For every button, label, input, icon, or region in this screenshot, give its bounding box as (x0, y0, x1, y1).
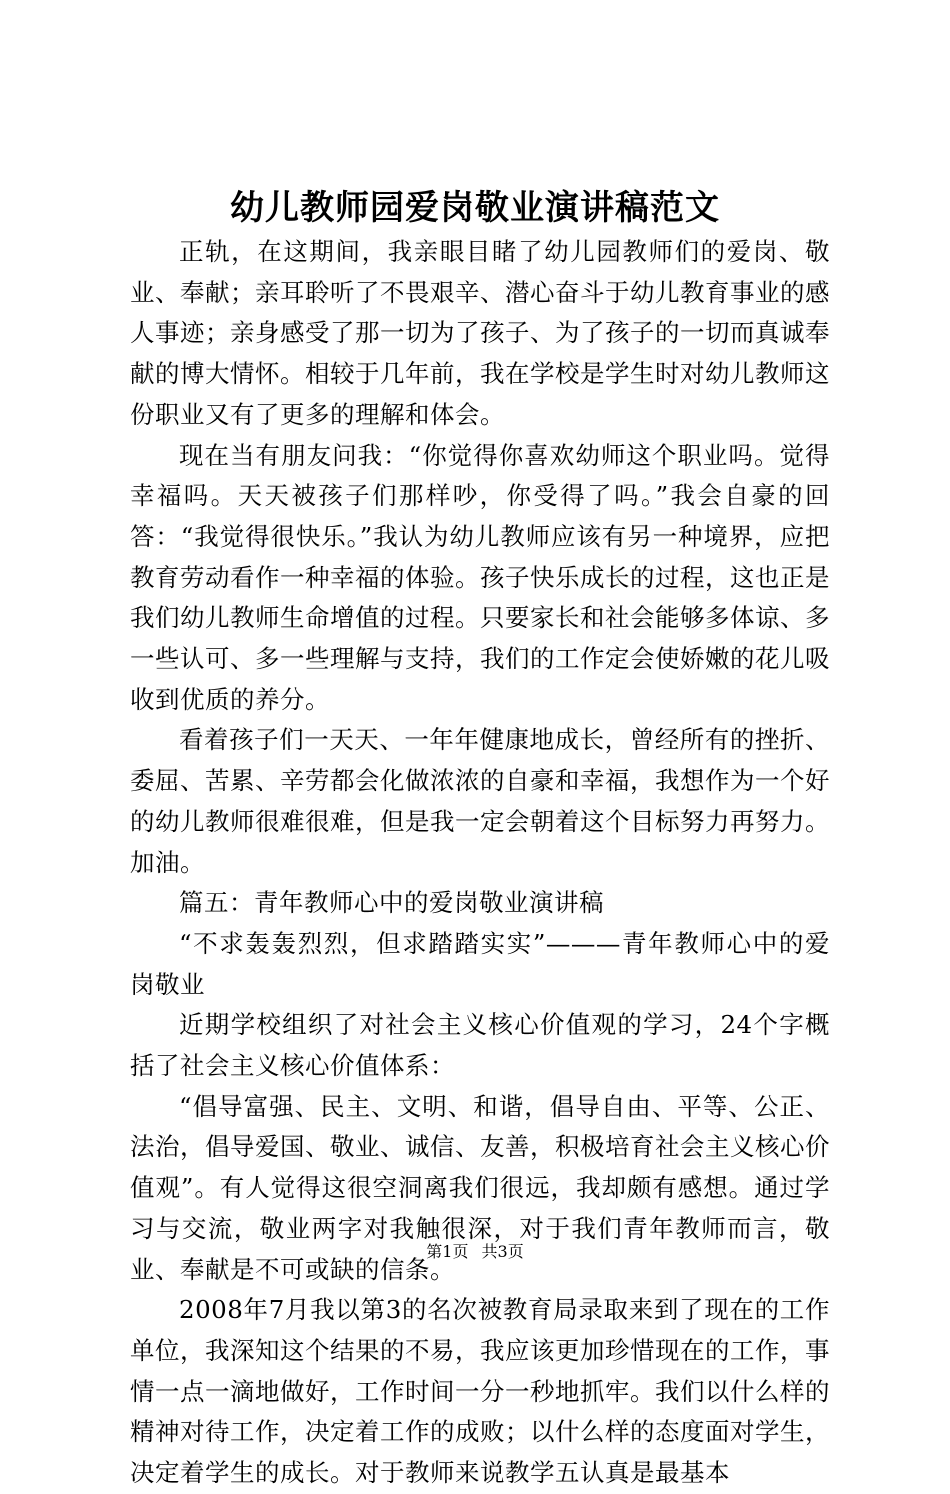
paragraph: 看着孩子们一天天、一年年健康地成长，曾经所有的挫折、委屈、苦累、辛劳都会化做浓浓的自豪和幸福，我想作为一个好的幼儿教师很难很难，但是我一定会朝着这个目标努力再努力。加油。 (130, 725, 830, 877)
paragraph: 近期学校组织了对社会主义核心价值观的学习，24个字概括了社会主义核心价值体系： (130, 1010, 830, 1081)
paragraph: 正轨，在这期间，我亲眼目睹了幼儿园教师们的爱岗、敬业、奉献；亲耳聆听了不畏艰辛、潜心奋斗于幼儿教育事业的感人事迹；亲身感受了那一切为了孩子、为了孩子的一切而真诚奉献的博大情怀。相较于几年前，我在学校是学生时对幼儿教师这份职业又有了更多的理解和体会。 (130, 237, 830, 429)
subtitle-paragraph: “不求轰轰烈烈，但求踏踏实实”———青年教师心中的爱岗敬业 (130, 928, 830, 999)
paragraph: 现在当有朋友问我：“你觉得你喜欢幼师这个职业吗。觉得幸福吗。天天被孩子们那样吵，你受得了吗。”我会自豪的回答：“我觉得很快乐。”我认为幼儿教师应该有另一种境界，应把教育劳动看作一种幸福的体验。孩子快乐成长的过程，这也正是我们幼儿教师生命增值的过程。只要家长和社会能够多体谅、多一些认可、多一些理解与支持，我们的工作定会使娇嫩的花儿吸收到优质的养分。 (130, 440, 830, 714)
page-footer (0, 1240, 950, 1264)
document-body (130, 232, 830, 1494)
document-title: 幼儿教师园爱岗敬业演讲稿范文 (230, 188, 720, 228)
quote-paragraph: “倡导富强、民主、文明、和谐，倡导自由、平等、公正、法治，倡导爱国、敬业、诚信、友善，积极培育社会主义核心价值观”。有人觉得这很空洞离我们很远，我却颇有感想。通过学习与交流，敬业两字对我触很深，对于我们青年教师而言，敬业、奉献是不可或缺的信条。 (130, 1091, 830, 1284)
paragraph: 2008年7月我以第3的名次被教育局录取来到了现在的工作单位，我深知这个结果的不易，我应该更加珍惜现在的工作，事情一点一滴地做好，工作时间一分一秒地抓牢。我们以什么样的精神对待工作，决定着工作的成败；以什么样的态度面对学生，决定着学生的成长。对于教师来说教学五认真是最基本 (130, 1295, 830, 1488)
page-total: 共3页 (481, 1242, 524, 1261)
page-number: 第1页 (426, 1242, 469, 1261)
section-heading: 篇五：青年教师心中的爱岗敬业演讲稿 (179, 888, 604, 918)
